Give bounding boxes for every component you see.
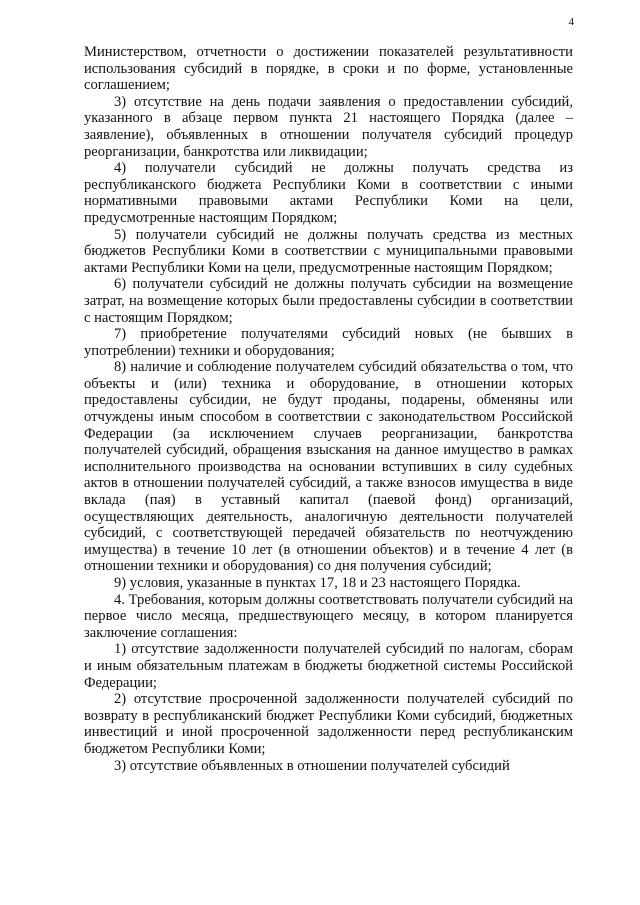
paragraph-item-7: 7) приобретение получателями субсидий новых (не бывших в употреблении) техники и оборудования; xyxy=(84,326,573,359)
paragraph-subitem-1: 1) отсутствие задолженности получателей субсидий по налогам, сборам и иным обязательным платежам в бюджеты бюджетной системы Российской Федерации; xyxy=(84,641,573,691)
paragraph-subitem-2: 2) отсутствие просроченной задолженности получателей субсидий по возврату в республиканский бюджет Республики Коми субсидий, бюджетных инвестиций и иной просроченной задолженности перед республиканским бюджетом Республики Коми; xyxy=(84,691,573,757)
paragraph-item-9: 9) условия, указанные в пунктах 17, 18 и 23 настоящего Порядка. xyxy=(114,575,521,591)
paragraph-continuation: Министерством, отчетности о достижении показателей результативности использования субсидий в порядке, в сроки и по форме, установленные соглашением; xyxy=(84,44,573,94)
paragraph-item-3: 3) отсутствие на день подачи заявления о предоставлении субсидий, указанного в абзаце первом пункта 21 настоящего Порядка (далее – заявление), объявленных в отношении получателя субсидий процедур реорганизации, банкротства или ликвидации; xyxy=(84,93,573,160)
page-number: 4 xyxy=(568,16,574,28)
paragraph-section-4: 4. Требования, которым должны соответствовать получатели субсидий на первое число месяца, предшествующего месяцу, в котором планируется заключение соглашения: xyxy=(84,591,573,641)
paragraph-item-4: 4) получатели субсидий не должны получать средства из республиканского бюджета Республики Коми в соответствии с иными нормативными правовыми актами Республики Коми на цели, предусмотренные настоящим Порядком; xyxy=(84,160,573,226)
paragraph-subitem-3: 3) отсутствие объявленных в отношении получателей субсидий xyxy=(114,757,510,774)
paragraph-item-6: 6) получатели субсидий не должны получать субсидии на возмещение затрат, на возмещение которых были предоставлены субсидии в соответствии с настоящим Порядком; xyxy=(84,276,573,326)
document-body xyxy=(84,44,573,774)
paragraph-item-8: 8) наличие и соблюдение получателем субсидий обязательства о том, что объекты и (или) техника и оборудование, в отношении которых предоставлены субсидии, не будут проданы, подарены, обменяны или отчуждены иным способом в соответствии с законодательством Российской Федерации (за исключением случаев реорганизации, банкротства получателей субсидий, обращения взыскания на данное имущество в рамках исполнительного производства на основании вступивших в силу судебных актов в отношении получателей субсидий, а также взносов имущества в виде вклада (пая) в уставный капитал (паевой фонд) организаций, осуществляющих деятельность, аналогичную деятельности получателей субсидий, с соответствующей передачей обязательств по неотчуждению имущества) в течение 10 лет (в отношении объектов) и в течение 4 лет (в отношении техники и оборудования) со дня получения субсидий; xyxy=(84,359,573,575)
paragraph-item-5: 5) получатели субсидий не должны получать средства из местных бюджетов Республики Коми в соответствии с муниципальными правовыми актами Республики Коми на цели, предусмотренные настоящим Порядком; xyxy=(84,226,573,276)
